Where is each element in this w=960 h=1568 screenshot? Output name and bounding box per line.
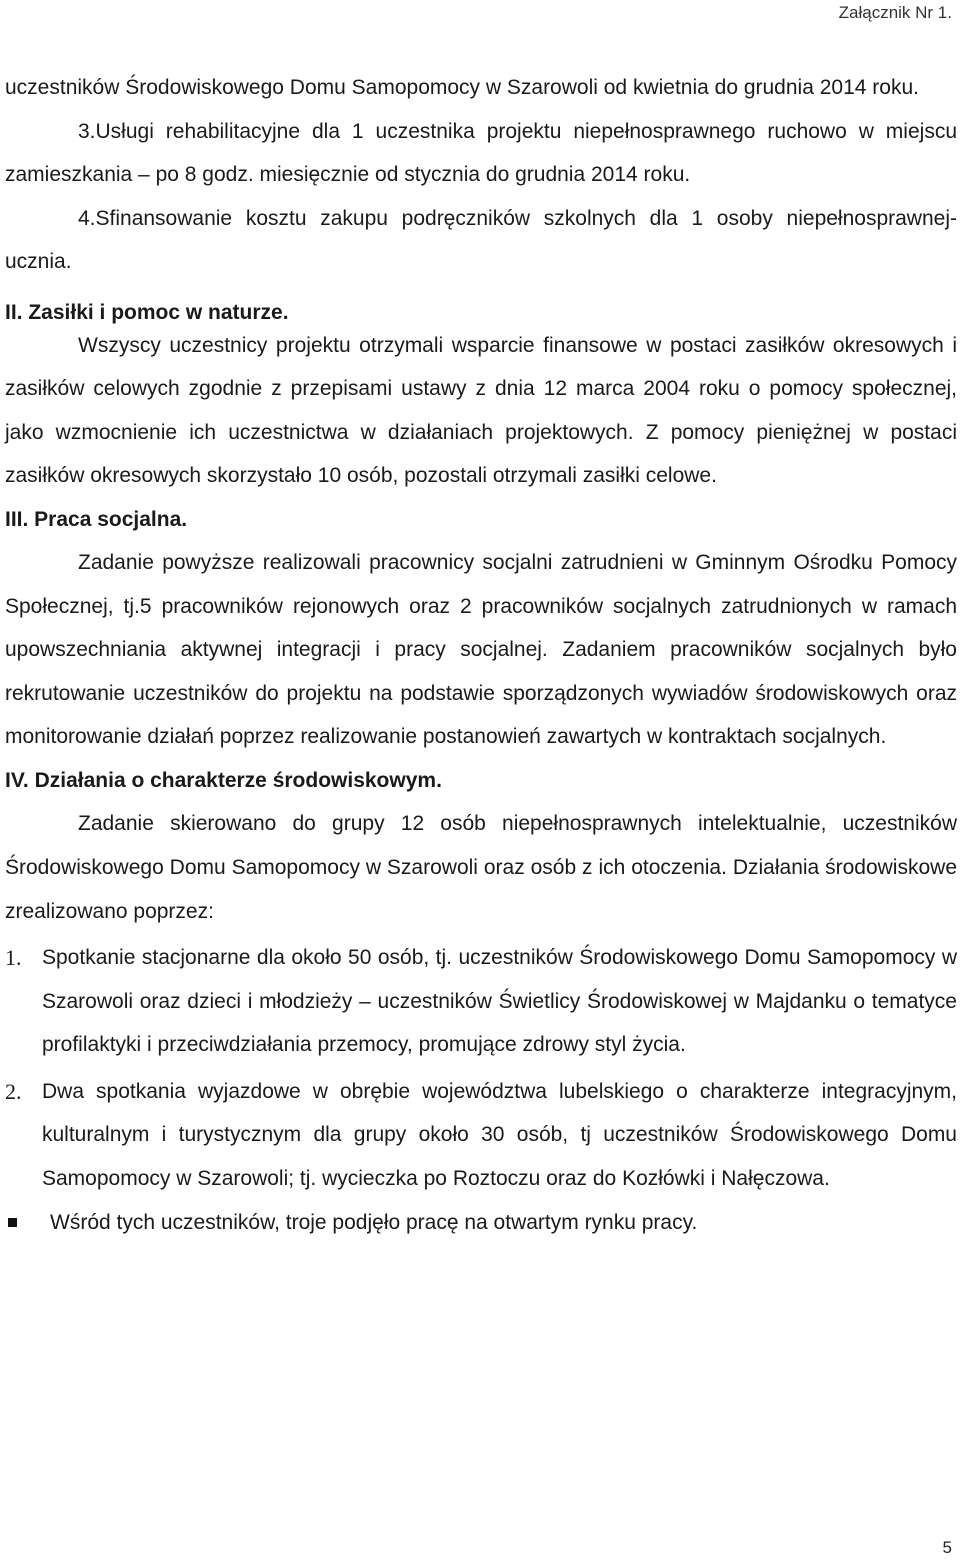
section-body-3: Zadanie powyższe realizowali pracownicy socjalni zatrudnieni w Gminnym Ośrodku Pomocy Społecznej, tj.5 pracowników rejonowych oraz 2 pracowników socjalnych zatrudnionych w ramach upowszechniania aktywnej integracji i pracy socjalnej. Zadaniem pracowników socjalnych było rekrutowanie uczestników do projektu na podstawie sporządzonych wywiadów środowiskowych oraz monitorowanie działań poprzez realizowanie postanowień zawartych w kontraktach socjalnych.: [5, 551, 957, 748]
list-item-4: 4.Sfinansowanie kosztu zakupu podręczników szkolnych dla 1 osoby niepełnosprawnej- ucznia.: [5, 206, 957, 273]
list-item-3: 3.Usługi rehabilitacyjne dla 1 uczestnika projektu niepełnosprawnego ruchowo w miejscu zamieszkania – po 8 godz. miesięcznie od stycznia do grudnia 2014 roku.: [5, 119, 957, 186]
section-heading-2: II. Zasiłki i pomoc w naturze.: [5, 300, 289, 324]
intro-paragraph: uczestników Środowiskowego Domu Samopomocy w Szarowoli od kwietnia do grudnia 2014 roku.: [5, 76, 919, 99]
attachment-label: Załącznik Nr 1.: [838, 3, 952, 22]
numbered-item-2-text: Dwa spotkania wyjazdowe w obrębie województwa lubelskiego o charakterze integracyjnym, kulturalnym i turystycznym dla grupy około 30 osób, tj uczestników Środowiskowego Domu Samopomocy w Szarowoli; tj. wycieczka po Roztoczu oraz do Kozłówki i Nałęczowa.: [42, 1079, 957, 1190]
numbered-item-1: [5, 936, 957, 1067]
bullet-item: [5, 1201, 957, 1245]
section-heading-4: IV. Działania o charakterze środowiskowym.: [5, 768, 442, 792]
numbered-item-2: [5, 1070, 957, 1201]
page-number: 5: [942, 1538, 952, 1557]
numbered-item-2-number: 2.: [5, 1078, 22, 1104]
numbered-item-1-number: 1.: [5, 945, 22, 970]
spacer: [5, 284, 957, 292]
numbered-item-1-text: Spotkanie stacjonarne dla około 50 osób, tj. uczestników Środowiskowego Domu Samopomocy w Szarowoli oraz dzieci i młodzieży – uczestników Świetlicy Środowiskowej w Majdanku o tematyce profilaktyki i przeciwdziałania przemocy, promujące zdrowy styl życia.: [42, 946, 957, 1056]
section-body-4: Zadanie skierowano do grupy 12 osób niepełnosprawnych intelektualnie, uczestników Środowiskowego Domu Samopomocy w Szarowoli oraz osób z ich otoczenia. Działania środowiskowe zrealizowano poprzez:: [5, 812, 957, 923]
section-heading-3: III. Praca socjalna.: [5, 507, 188, 531]
document-body: [5, 66, 957, 1245]
bullet-item-text: Wśród tych uczestników, troje podjęło pracę na otwartym rynku pracy.: [50, 1211, 698, 1234]
section-body-2: Wszyscy uczestnicy projektu otrzymali wsparcie finansowe w postaci zasiłków okresowych i zasiłków celowych zgodnie z przepisami ustawy z dnia 12 marca 2004 roku o pomocy społecznej, jako wzmocnienie ich uczestnictwa w działaniach projektowych. Z pomocy pieniężnej w postaci zasiłków okresowych skorzystało 10 osób, pozostali otrzymali zasiłki celowe.: [5, 333, 957, 487]
square-bullet-icon: [8, 1218, 17, 1227]
